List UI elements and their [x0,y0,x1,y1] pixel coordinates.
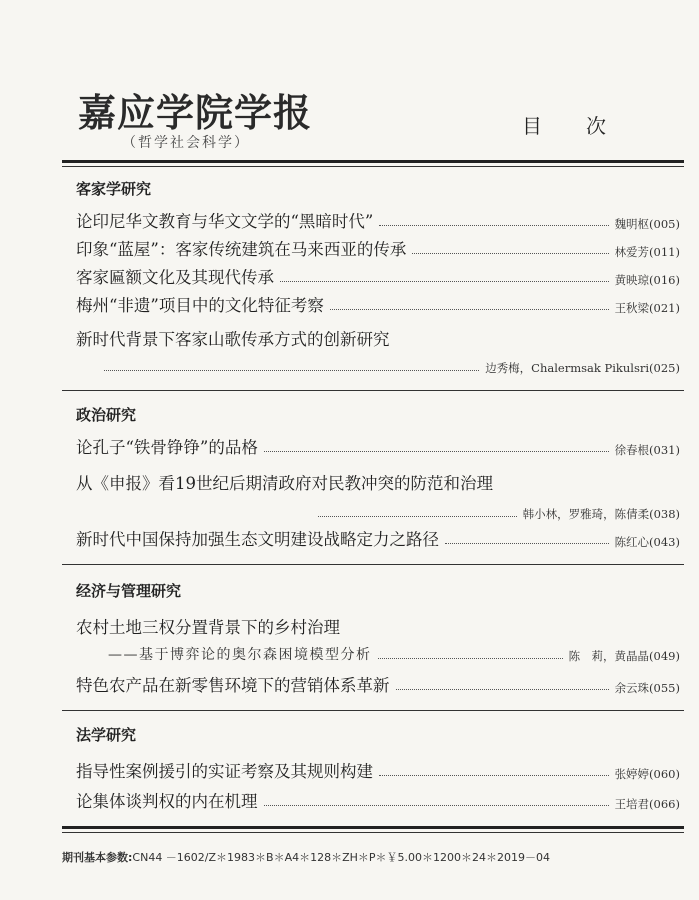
entry-title: 论孔子“铁骨铮铮”的品格 [76,438,258,457]
section-title: 政治研究 [76,406,137,424]
journal-title: 嘉应学院学报 [78,91,313,135]
toc-entry[interactable] [76,208,680,232]
leader-dots [280,281,609,282]
entry-title: 印象“蓝屋”：客家传统建筑在马来西亚的传承 [76,240,407,259]
toc-entry[interactable] [76,526,680,550]
toc-entry-continuation [318,500,680,522]
entry-title[interactable]: 农村土地三权分置背景下的乡村治理 [76,618,340,637]
entry-title[interactable]: 新时代背景下客家山歌传承方式的创新研究 [76,330,390,349]
entry-author: 边秀梅，Chalermsak Pikulsri(025) [485,361,680,375]
toc-entry[interactable] [76,758,680,782]
entry-subtitle: ——基于博弈论的奥尔森困境模型分析 [108,647,372,663]
entry-author: 陈红心(043) [614,535,680,549]
toc-label: 目次 [522,114,650,138]
leader-dots [378,658,563,659]
leader-dots [396,689,609,690]
leader-dots [264,451,609,452]
entry-author: 陈 莉，黄晶晶(049) [568,649,680,663]
entry-title: 论集体谈判权的内在机理 [76,792,258,811]
leader-dots [330,309,609,310]
toc-entry[interactable] [76,788,680,812]
header-rule-thin [62,166,684,167]
entry-title[interactable]: 从《申报》看19世纪后期清政府对民教冲突的防范和治理 [76,474,493,493]
entry-author: 张婷婷(060) [614,767,680,781]
entry-title: 特色农产品在新零售环境下的营销体系革新 [76,676,390,695]
section-title: 客家学研究 [76,180,152,198]
entry-author: 黄映琼(016) [614,273,680,287]
section-divider [62,564,684,565]
parameters-value: CN44 －1602/Z＊1983＊B＊A4＊128＊ZH＊P＊￥5.00＊1200＊24＊2019－04 [132,851,551,864]
header-rule [62,160,684,163]
entry-author: 王秋梁(021) [614,301,680,315]
journal-parameters [62,849,550,865]
toc-entry[interactable] [76,264,680,288]
footer-rule [62,826,684,829]
entry-author: 徐春根(031) [614,443,680,457]
toc-entry[interactable] [76,672,680,696]
entry-title: 客家匾额文化及其现代传承 [76,268,274,287]
entry-title: 指导性案例援引的实证考察及其规则构建 [76,762,373,781]
leader-dots [104,370,479,371]
section-title: 法学研究 [76,726,137,744]
toc-entry-subtitle[interactable] [108,642,680,664]
section-title: 经济与管理研究 [76,582,182,600]
toc-entry[interactable] [76,236,680,260]
entry-author: 林爱芳(011) [614,245,680,259]
journal-subtitle: （哲学社会科学） [122,135,250,151]
section-divider [62,390,684,391]
section-divider [62,710,684,711]
parameters-label: 期刊基本参数: [62,851,133,864]
leader-dots [412,253,608,254]
entry-title: 新时代中国保持加强生态文明建设战略定力之路径 [76,530,439,549]
leader-dots [264,805,609,806]
entry-title: 梅州“非遗”项目中的文化特征考察 [76,296,324,315]
entry-author: 魏明枢(005) [614,217,680,231]
toc-entry[interactable] [76,434,680,458]
toc-entry-continuation [104,354,680,376]
leader-dots [318,516,517,517]
entry-author: 韩小林，罗雅琦，陈倩柔(038) [522,507,680,521]
toc-entry[interactable] [76,292,680,316]
entry-author: 余云珠(055) [614,681,680,695]
leader-dots [379,775,609,776]
entry-title: 论印尼华文教育与华文文学的“黑暗时代” [76,212,374,231]
leader-dots [445,543,609,544]
leader-dots [379,225,608,226]
footer-rule-thin [62,832,684,833]
entry-author: 王培君(066) [614,797,680,811]
